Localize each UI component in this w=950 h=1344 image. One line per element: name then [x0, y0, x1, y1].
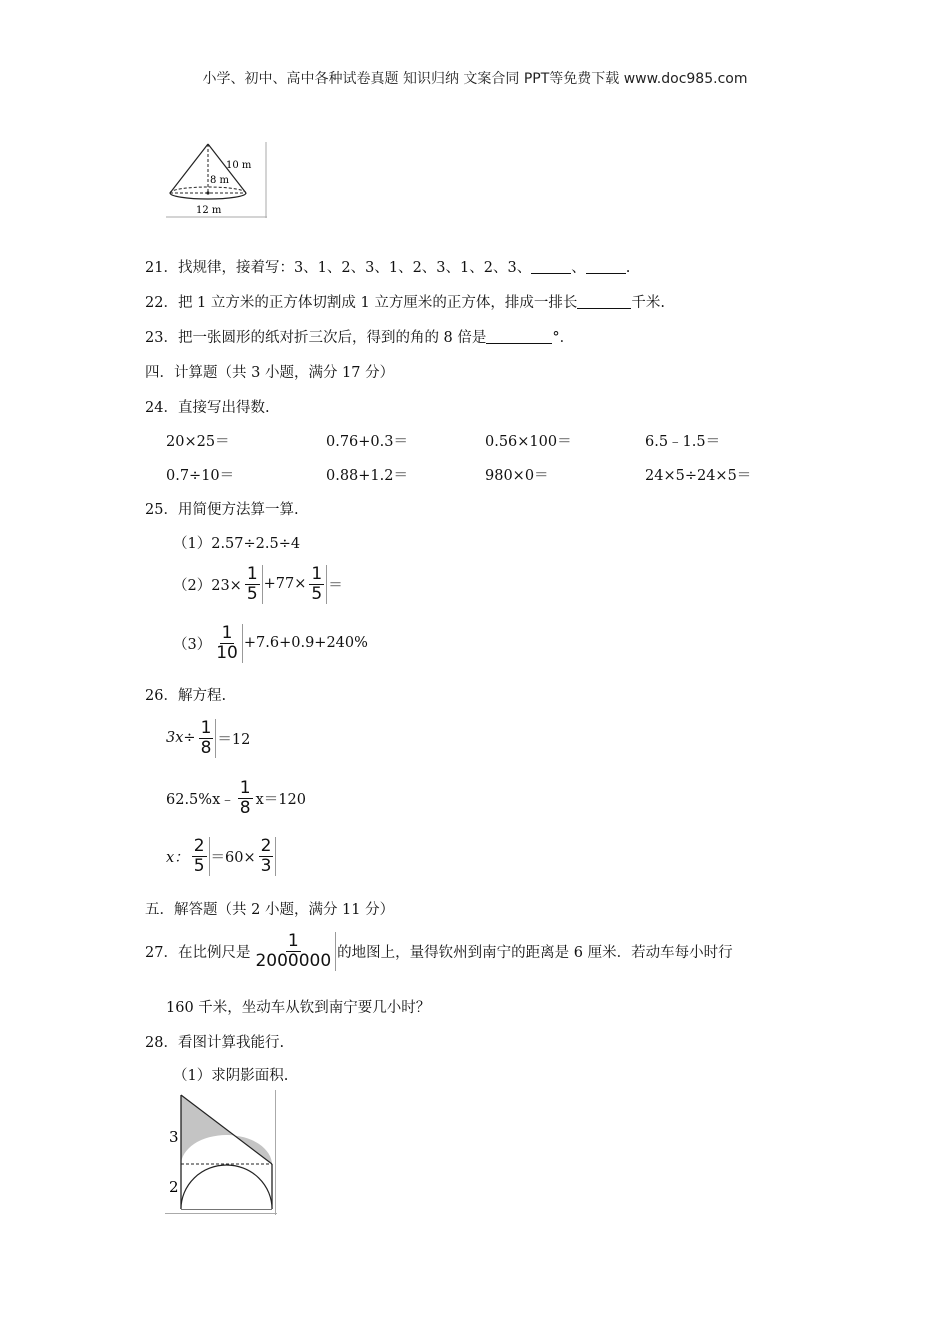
- q26-equation-1: 3x÷ $\frac{1}{8}$ ＝12: [166, 717, 251, 758]
- q21-separator: 、: [571, 260, 586, 276]
- q24-item: 0.76+0.3＝: [326, 434, 408, 450]
- q21-text: 21．找规律，接着写：3、1、2、3、1、2、3、1、2、3、: [145, 260, 532, 276]
- q26-title: 26．解方程.: [145, 688, 227, 704]
- q24-item: 24×5÷24×5＝: [645, 468, 752, 484]
- q21-end: .: [625, 260, 631, 276]
- fraction: $\frac{1}{2000000}$: [251, 932, 336, 971]
- upper-height-label: 3: [169, 1128, 179, 1146]
- question-23: [145, 326, 574, 347]
- fraction: $\frac{2}{3}$: [257, 837, 277, 876]
- q23-blank[interactable]: [486, 329, 552, 344]
- q24-title: 24．直接写出得数.: [145, 400, 270, 416]
- q28-title: 28．看图计算我能行.: [145, 1035, 285, 1051]
- q24-item: 0.7÷10＝: [166, 468, 235, 484]
- q28-part-1: （1）求阴影面积.: [173, 1068, 289, 1084]
- section-4-title: 四．计算题（共 3 小题，满分 17 分）: [145, 365, 395, 381]
- cone-slant-label: 10 m: [226, 160, 252, 171]
- cone-diameter-label: 12 m: [196, 205, 222, 216]
- cone-height-label: 8 m: [210, 175, 230, 186]
- fraction: $\frac{1}{8}$: [239, 777, 251, 818]
- q23-text: 23．把一张圆形的纸对折三次后，得到的角的 8 倍是: [145, 330, 487, 346]
- fraction: $\frac{2}{5}$: [190, 837, 210, 876]
- q25-part-3: （3） $\frac{1}{10}$ +7.6+0.9+240%: [173, 622, 368, 663]
- cone-figure: [166, 142, 267, 218]
- q24-item: 980×0＝: [485, 468, 549, 484]
- q22-blank[interactable]: [577, 294, 631, 309]
- question-21: [145, 256, 630, 277]
- page-header: 小学、初中、高中各种试卷真题 知识归纳 文案合同 PPT等免费下载 www.doc985.com: [202, 71, 748, 87]
- q26-equation-2: 62.5%x﹣ $\frac{1}{8}$ x＝120: [166, 777, 306, 818]
- section-5-title: 五．解答题（共 2 小题，满分 11 分）: [145, 902, 395, 918]
- fraction: $\frac{1}{8}$: [197, 719, 217, 758]
- question-27: 27．在比例尺是 $\frac{1}{2000000}$ 的地图上，量得钦州到南宁的距离是 6 厘米．若动车每小时行: [145, 930, 733, 971]
- lower-height-label: 2: [169, 1178, 179, 1196]
- q25-title: 25．用简便方法算一算.: [145, 502, 299, 518]
- q22-text: 22．把 1 立方米的正方体切割成 1 立方厘米的正方体，排成一排长: [145, 295, 578, 311]
- q24-item: 0.56×100＝: [485, 434, 572, 450]
- question-22: [145, 291, 665, 312]
- q21-blank-1[interactable]: [531, 259, 571, 274]
- q25-part-2: （2）23× $\frac{1}{5}$ +77× $\frac{1}{5}$ ＝: [173, 563, 343, 604]
- q22-end: 千米.: [631, 295, 665, 311]
- q24-item: 0.88+1.2＝: [326, 468, 408, 484]
- fraction: $\frac{1}{5}$: [307, 565, 327, 604]
- q24-item: 6.5﹣1.5＝: [645, 434, 721, 450]
- q21-blank-2[interactable]: [586, 259, 626, 274]
- q25-part-1: （1）2.57÷2.5÷4: [173, 536, 301, 552]
- shaded-area-figure: [165, 1090, 277, 1215]
- fraction: $\frac{1}{10}$: [212, 624, 243, 663]
- q23-end: °．: [552, 330, 575, 346]
- q27-line-2: 160 千米，坐动车从钦到南宁要几小时？: [166, 1000, 431, 1016]
- q26-equation-3: x： $\frac{2}{5}$ ＝60× $\frac{2}{3}$: [166, 834, 277, 878]
- q24-item: 20×25＝: [166, 434, 230, 450]
- fraction: $\frac{1}{5}$: [243, 565, 263, 604]
